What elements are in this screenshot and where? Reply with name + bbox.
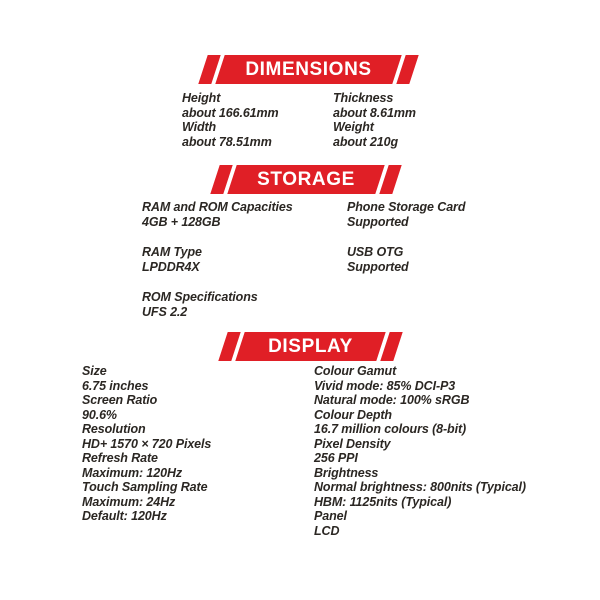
spec-line: Phone Storage Card bbox=[347, 200, 466, 214]
spec-line: HD+ 1570 × 720 Pixels bbox=[82, 436, 212, 451]
spec-line: Screen Ratio bbox=[82, 393, 158, 407]
spec-line: about 166.61mm bbox=[182, 105, 279, 120]
spec-line: about 8.61mm bbox=[333, 105, 416, 120]
section-title: STORAGE bbox=[257, 169, 355, 190]
spec-line: UFS 2.2 bbox=[142, 305, 188, 319]
spec-line: Brightness bbox=[314, 465, 379, 480]
spec-gap bbox=[142, 230, 293, 245]
dimensions-right-column bbox=[333, 91, 416, 149]
spec-line: Normal brightness: 800nits (Typical) bbox=[314, 480, 526, 494]
spec-line: Supported bbox=[347, 260, 409, 274]
spec-line: 16.7 million colours (8-bit) bbox=[314, 422, 467, 436]
spec-gap bbox=[347, 230, 465, 245]
display-banner bbox=[223, 332, 398, 361]
spec-line: Natural mode: 100% sRGB bbox=[314, 393, 470, 407]
storage-right-column bbox=[347, 200, 465, 275]
spec-line: 6.75 inches bbox=[82, 378, 149, 393]
display-right-column bbox=[314, 364, 526, 538]
spec-line: Weight bbox=[333, 120, 374, 135]
spec-line: Default: 120Hz bbox=[82, 509, 167, 523]
spec-line: 256 PPI bbox=[314, 451, 358, 465]
spec-line: LCD bbox=[314, 523, 340, 538]
dimensions-left-column bbox=[182, 91, 279, 149]
spec-line: Maximum: 120Hz bbox=[82, 465, 183, 480]
spec-line: Pixel Density bbox=[314, 436, 391, 451]
spec-line: RAM and ROM Capacities bbox=[142, 200, 293, 214]
spec-line: about 78.51mm bbox=[182, 134, 272, 149]
spec-line: Resolution bbox=[82, 422, 146, 436]
spec-line: Size bbox=[82, 364, 107, 378]
spec-line: Supported bbox=[347, 215, 409, 229]
spec-line: Maximum: 24Hz bbox=[82, 494, 176, 509]
spec-gap bbox=[142, 275, 293, 290]
spec-line: Colour Gamut bbox=[314, 364, 397, 378]
spec-line: Thickness bbox=[333, 91, 394, 105]
spec-line: Panel bbox=[314, 509, 347, 523]
spec-line: Colour Depth bbox=[314, 407, 392, 422]
section-title: DIMENSIONS bbox=[245, 59, 372, 80]
spec-line: Width bbox=[182, 120, 217, 135]
spec-line: USB OTG bbox=[347, 245, 404, 259]
storage-left-column bbox=[142, 200, 293, 320]
display-left-column bbox=[82, 364, 211, 524]
dimensions-banner bbox=[203, 55, 414, 84]
spec-line: ROM Specifications bbox=[142, 290, 258, 304]
spec-line: RAM Type bbox=[142, 245, 202, 259]
spec-line: HBM: 1125nits (Typical) bbox=[314, 494, 452, 509]
storage-banner bbox=[215, 165, 397, 194]
spec-line: about 210g bbox=[333, 134, 398, 149]
spec-line: Height bbox=[182, 91, 221, 105]
spec-line: Touch Sampling Rate bbox=[82, 480, 208, 494]
section-title: DISPLAY bbox=[268, 336, 353, 357]
spec-line: 4GB + 128GB bbox=[142, 215, 221, 229]
spec-line: 90.6% bbox=[82, 407, 117, 422]
spec-line: Refresh Rate bbox=[82, 451, 158, 465]
spec-line: Vivid mode: 85% DCI-P3 bbox=[314, 378, 456, 393]
spec-line: LPDDR4X bbox=[142, 260, 200, 274]
